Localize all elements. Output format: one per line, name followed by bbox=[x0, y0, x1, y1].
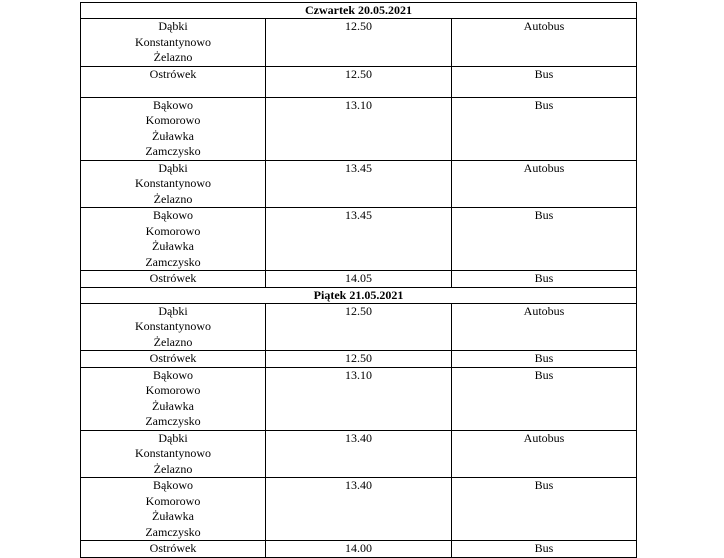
vehicle-type: Autobus bbox=[452, 19, 637, 67]
vehicle-type: Bus bbox=[452, 97, 637, 160]
places-cell bbox=[81, 97, 266, 160]
places-cell bbox=[81, 478, 266, 541]
place-name: Bąkowo bbox=[153, 367, 193, 382]
departure-time: 12.50 bbox=[266, 66, 452, 97]
table-row bbox=[81, 303, 637, 351]
place-name: Ostrówek bbox=[149, 66, 197, 81]
departure-time: 14.00 bbox=[266, 541, 452, 558]
place-name: Bąkowo bbox=[153, 208, 193, 222]
places-cell bbox=[81, 160, 266, 208]
departure-time: 14.05 bbox=[266, 271, 452, 288]
table-row bbox=[81, 541, 637, 558]
places-cell bbox=[81, 66, 266, 97]
place-name: Zamczysko bbox=[145, 144, 201, 158]
place-name: Dąbki bbox=[158, 160, 188, 175]
place-name: Komorowo bbox=[145, 113, 201, 127]
place-name: Żuławka bbox=[152, 509, 194, 523]
day-title: Piątek 21.05.2021 bbox=[81, 287, 637, 303]
place-name: Bąkowo bbox=[153, 97, 193, 112]
vehicle-type: Bus bbox=[452, 66, 637, 97]
place-name: Konstantynowo bbox=[135, 446, 211, 460]
departure-time: 12.50 bbox=[266, 303, 452, 351]
place-name: Ostrówek bbox=[149, 541, 197, 555]
vehicle-type: Bus bbox=[452, 351, 637, 368]
place-name: Żelazno bbox=[153, 334, 193, 349]
vehicle-type: Bus bbox=[452, 478, 637, 541]
place-name: Zamczysko bbox=[145, 414, 201, 428]
vehicle-type: Bus bbox=[452, 208, 637, 271]
departure-time: 12.50 bbox=[266, 351, 452, 368]
table-row bbox=[81, 430, 637, 478]
place-name: Dąbki bbox=[158, 303, 188, 318]
place-name: Ostrówek bbox=[149, 271, 197, 285]
places-cell bbox=[81, 303, 266, 351]
places-cell bbox=[81, 208, 266, 271]
place-name: Ostrówek bbox=[149, 351, 197, 365]
table-row bbox=[81, 367, 637, 430]
departure-time: 13.10 bbox=[266, 97, 452, 160]
day-header-row bbox=[81, 287, 637, 303]
places-cell bbox=[81, 367, 266, 430]
place-name: Konstantynowo bbox=[135, 34, 211, 49]
place-name: Żuławka bbox=[152, 239, 194, 253]
table-row bbox=[81, 66, 637, 97]
place-name: Komorowo bbox=[145, 493, 201, 508]
places-cell bbox=[81, 351, 266, 368]
schedule-table bbox=[80, 2, 637, 558]
places-cell bbox=[81, 541, 266, 558]
place-name: Żelazno bbox=[153, 50, 193, 64]
table-row bbox=[81, 19, 637, 67]
place-name: Zamczysko bbox=[145, 524, 201, 539]
place-name: Żelazno bbox=[153, 191, 193, 206]
departure-time: 12.50 bbox=[266, 19, 452, 67]
vehicle-type: Bus bbox=[452, 541, 637, 558]
place-name: Żuławka bbox=[152, 128, 194, 143]
schedule-document bbox=[80, 2, 636, 558]
departure-time: 13.45 bbox=[266, 160, 452, 208]
place-name: Żelazno bbox=[153, 461, 193, 476]
place-name: Dąbki bbox=[158, 430, 188, 445]
place-name: Konstantynowo bbox=[135, 319, 211, 333]
table-row bbox=[81, 478, 637, 541]
departure-time: 13.40 bbox=[266, 478, 452, 541]
vehicle-type: Autobus bbox=[452, 160, 637, 208]
table-row bbox=[81, 160, 637, 208]
place-name: Bąkowo bbox=[153, 478, 193, 492]
departure-time: 13.10 bbox=[266, 367, 452, 430]
place-name: Zamczysko bbox=[145, 254, 201, 269]
vehicle-type: Autobus bbox=[452, 430, 637, 478]
places-cell bbox=[81, 19, 266, 67]
vehicle-type: Bus bbox=[452, 367, 637, 430]
day-title: Czwartek 20.05.2021 bbox=[81, 3, 637, 19]
departure-time: 13.45 bbox=[266, 208, 452, 271]
table-row bbox=[81, 271, 637, 288]
place-name: Konstantynowo bbox=[135, 176, 211, 190]
place-name: Komorowo bbox=[145, 383, 201, 397]
place-name: Dąbki bbox=[158, 19, 188, 33]
places-cell bbox=[81, 430, 266, 478]
place-name: Komorowo bbox=[145, 223, 201, 238]
day-header-row bbox=[81, 3, 637, 19]
departure-time: 13.40 bbox=[266, 430, 452, 478]
vehicle-type: Autobus bbox=[452, 303, 637, 351]
vehicle-type: Bus bbox=[452, 271, 637, 288]
place-name: Żuławka bbox=[152, 398, 194, 413]
places-cell bbox=[81, 271, 266, 288]
table-row bbox=[81, 208, 637, 271]
table-row bbox=[81, 97, 637, 160]
table-row bbox=[81, 351, 637, 368]
